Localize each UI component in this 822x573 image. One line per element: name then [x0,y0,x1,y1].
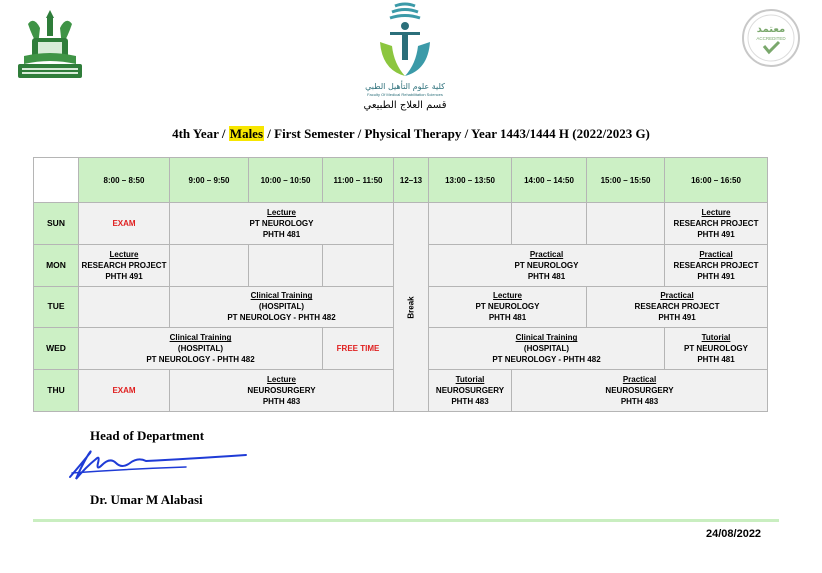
wed-clinical-am-cell [79,328,323,370]
course-name: PT NEUROLOGY [683,344,748,354]
course-name: PT NEUROLOGY [249,218,314,228]
day-label-tue: TUE [34,286,79,328]
time-slot: 14:00 – 14:50 [512,158,587,203]
empty-cell [170,244,249,286]
course-name: NEUROSURGERY [605,386,674,396]
faculty-name-arabic: كلية علوم التأهيل الطبي [365,82,445,91]
university-logo [14,6,86,82]
course-name: PT NEUROLOGY [475,302,540,312]
sun-late-lecture-cell [665,203,768,245]
time-slot: 12–13 [394,158,429,203]
time-header-row [34,158,768,203]
course-name: PT NEUROLOGY [514,260,579,270]
course-code: PHTH 491 [697,229,735,239]
course-code: PHTH 483 [262,397,301,407]
footer-divider [33,519,779,522]
course-code: PHTH 491 [105,271,143,281]
mon-early-lecture-cell [79,244,170,286]
accreditation-seal [738,8,804,68]
course-code: PHTH 481 [697,355,735,365]
sun-exam-cell: EXAM [79,203,170,245]
course-name: RESEARCH PROJECT [634,302,720,312]
day-label-wed: WED [34,328,79,370]
session-type: Clinical Training [250,291,313,301]
course-name: PT NEUROLOGY - PHTH 482 [492,355,601,365]
title-highlight: Males [229,126,264,141]
wed-free-time-cell: FREE TIME [323,328,394,370]
course-code: PHTH 483 [620,397,659,407]
page-title [0,126,822,142]
time-slot: 8:00 – 8:50 [79,158,170,203]
session-type: Clinical Training [169,333,232,343]
time-slot: 15:00 – 15:50 [587,158,665,203]
session-type: Practical [529,249,564,259]
session-type: Lecture [267,207,296,217]
thu-lecture-cell [170,370,394,412]
faculty-name-english: Faculty Of Medical Rehabilitation Sciences [367,92,443,97]
row-sun [34,203,768,245]
tue-lecture-cell [429,286,587,328]
day-label-sun: SUN [34,203,79,245]
session-type: Lecture [109,249,139,259]
empty-cell [587,203,665,245]
session-type: Lecture [701,207,731,217]
time-slot: 9:00 – 9:50 [170,158,249,203]
corner-cell [34,158,79,203]
course-name: RESEARCH PROJECT [81,260,167,270]
course-code: PHTH 483 [451,397,489,407]
wed-clinical-pm-cell [429,328,665,370]
empty-cell [79,286,170,328]
thu-tutorial-cell [429,370,512,412]
break-label: Break [406,295,416,319]
session-type: Practical [660,291,694,301]
session-type: Clinical Training [515,333,578,343]
empty-cell [323,244,394,286]
course-code: PHTH 481 [488,313,527,323]
thu-practical-cell [512,370,768,412]
empty-cell [429,203,512,245]
thu-exam-cell: EXAM [79,370,170,412]
course-name: RESEARCH PROJECT [673,260,759,270]
course-code: PHTH 491 [697,271,735,281]
title-prefix: 4th Year / [172,126,229,141]
empty-cell [512,203,587,245]
course-name: NEUROSURGERY [435,386,505,396]
department-name-arabic: قسم العلاج الطبيعي [363,100,447,111]
time-slot: 10:00 – 10:50 [249,158,323,203]
session-type: Practical [622,375,657,385]
course-name: NEUROSURGERY [247,386,316,396]
head-of-department-label: Head of Department [90,428,205,443]
mon-practical-cell [429,244,665,286]
course-code: PHTH 481 [527,271,566,281]
course-name: PT NEUROLOGY - PHTH 482 [227,313,336,323]
sun-lecture-cell [170,203,394,245]
document-date: 24/08/2022 [706,528,762,540]
wed-tutorial-cell [665,328,768,370]
tue-practical-cell [587,286,768,328]
session-place: (HOSPITAL) [177,344,224,354]
day-label-thu: THU [34,370,79,412]
title-suffix: / First Semester / Physical Therapy / Year 1443/1444 H (2022/2023 G) [264,126,650,141]
signature [66,443,251,485]
session-type: Practical [699,249,733,259]
time-slot: 16:00 – 16:50 [665,158,768,203]
session-type: Lecture [267,375,296,385]
schedule-table [33,157,768,412]
break-cell [394,203,429,412]
course-name: RESEARCH PROJECT [673,218,759,228]
seal-arabic-text: معتمد [756,24,786,35]
mon-late-practical-cell [665,244,768,286]
faculty-logo [370,2,440,80]
tue-clinical-cell [170,286,394,328]
session-type: Tutorial [455,375,485,385]
session-type: Tutorial [701,333,731,343]
session-place: (HOSPITAL) [258,302,305,312]
course-name: PT NEUROLOGY - PHTH 482 [146,355,255,365]
day-label-mon: MON [34,244,79,286]
time-slot: 13:00 – 13:50 [429,158,512,203]
course-code: PHTH 481 [262,229,301,239]
session-place: (HOSPITAL) [523,344,570,354]
seal-english-text: ACCREDITED [756,36,786,41]
time-slot: 11:00 – 11:50 [323,158,394,203]
session-type: Lecture [493,291,522,301]
empty-cell [249,244,323,286]
doctor-name: Dr. Umar M Alabasi [90,492,203,507]
course-code: PHTH 491 [658,313,696,323]
